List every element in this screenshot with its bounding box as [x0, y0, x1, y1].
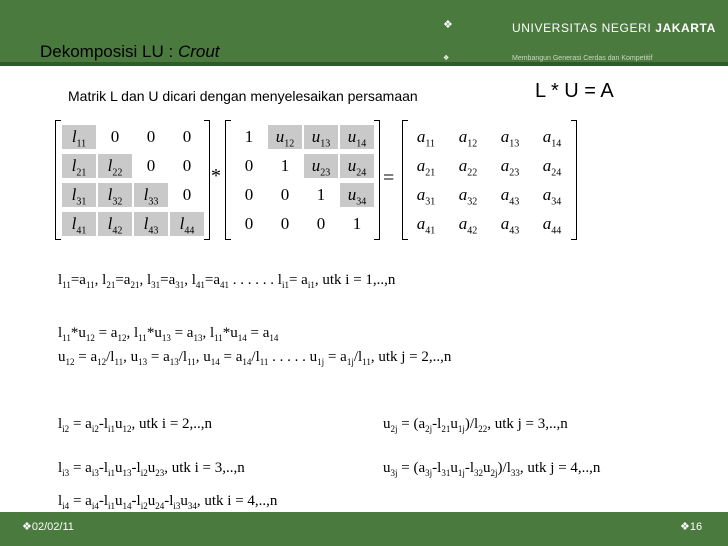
- matrix-u-cell: $u_{34}$: [340, 183, 374, 207]
- matrix-l-cell: $l_{31}$: [62, 183, 96, 207]
- multiply-operator: *: [211, 165, 221, 187]
- intro-equation: L * U = A: [535, 80, 614, 102]
- matrix-a-cell: $a_{21}$: [416, 156, 436, 179]
- university-name: UNIVERSITAS NEGERI JAKARTA: [512, 21, 716, 35]
- university-tagline: Membangun Generasi Cerdas dan Kompetitif: [512, 55, 653, 62]
- matrix-l-cell: $l_{44}$: [170, 212, 204, 236]
- matrix-a-cell: $a_{32}$: [458, 185, 478, 208]
- matrix-a-cell: $a_{14}$: [542, 127, 562, 150]
- matrix-u-cell: 0: [244, 185, 254, 204]
- matrix-a-cell: $a_{44}$: [542, 214, 562, 237]
- matrix-l-cell: $l_{32}$: [98, 183, 132, 207]
- equation-line-4-left: $l_{i2} = a_{i2}-l_{i1}u_{12}$, utk i = 2,..,n: [58, 416, 213, 434]
- diamond-bullet-icon: ❖: [22, 521, 32, 533]
- matrix-u-cell: $u_{12}$: [268, 125, 302, 149]
- matrix-u-cell: $u_{24}$: [340, 154, 374, 178]
- matrix-a-cell: $a_{41}$: [416, 214, 436, 237]
- equals-operator: =: [383, 167, 395, 189]
- matrix-u-cell: 1: [316, 185, 326, 204]
- header-accent-bar: [0, 62, 728, 66]
- matrix-u-cell: 1: [352, 214, 362, 233]
- matrix-u-cell: $u_{13}$: [304, 125, 338, 149]
- matrix-u-cell: 0: [244, 156, 254, 175]
- equation-line-4-right: $u_{2j} = (a_{2j}-l_{21}u_{1j})/l_{22}$, utk j = 3,..,n: [383, 416, 568, 434]
- matrix-l-cell: 0: [110, 127, 120, 146]
- matrix-a-cell: $a_{24}$: [542, 156, 562, 179]
- matrix-l-cell: $l_{11}$: [62, 125, 96, 149]
- equation-line-1: $l_{11}=a_{11}$, $l_{21}=a_{21}$, $l_{31}=a_{31}$, $l_{41}=a_{41}$ . . . . . . $l_{i1}= a_{i1}$, utk i = 1,..,n: [58, 272, 396, 290]
- footer-date: ❖02/02/11: [22, 521, 74, 533]
- equation-line-5-right: $u_{3j} = (a_{3j}-l_{31}u_{1j}-l_{32}u_{2j})/l_{33}$, utk j = 4,..,n: [383, 460, 601, 478]
- diamond-bullet-icon: ❖: [680, 521, 690, 533]
- matrix-l-cell: 0: [182, 127, 192, 146]
- matrix-u-cell: $u_{14}$: [340, 125, 374, 149]
- matrix-l-cell: $l_{43}$: [134, 212, 168, 236]
- matrix-u-cell: 0: [244, 214, 254, 233]
- matrix-a-cell: $a_{42}$: [458, 214, 478, 237]
- matrix-a-cell: $a_{34}$: [542, 185, 562, 208]
- matrix-u-cell: 0: [280, 185, 290, 204]
- matrix-l-cell: 0: [182, 185, 192, 204]
- page-number: ❖16: [680, 521, 703, 533]
- equation-line-5-left: $l_{i3} = a_{i3}-l_{i1}u_{13}-l_{i2}u_{23}$, utk i = 3,..,n: [58, 460, 245, 478]
- matrix-l-cell: 0: [146, 127, 156, 146]
- matrix-l-cell: $l_{42}$: [98, 212, 132, 236]
- matrix-a-cell: $a_{11}$: [416, 127, 436, 150]
- equation-line-6: $l_{i4} = a_{i4}-l_{i1}u_{14}-l_{i2}u_{24}-l_{i3}u_{34}$, utk i = 4,..,n: [58, 493, 278, 511]
- matrix-a-cell: $a_{12}$: [458, 127, 478, 150]
- matrix-a: [402, 121, 577, 239]
- matrix-a-cell: $a_{43}$: [500, 214, 520, 237]
- slide-title: Dekomposisi LU : Crout: [40, 42, 220, 61]
- matrix-l-cell: 0: [182, 156, 192, 175]
- matrix-l: [55, 121, 210, 239]
- matrix-a-cell: $a_{43}$: [500, 185, 520, 208]
- matrix-u-cell: 1: [244, 127, 254, 146]
- matrix-a-cell: $a_{31}$: [416, 185, 436, 208]
- equation-line-2: $l_{11}*u_{12} = a_{12}$, $l_{11}*u_{13} = a_{13}$, $l_{11}*u_{14} = a_{14}$: [58, 325, 279, 343]
- matrix-u-cell: 0: [280, 214, 290, 233]
- diamond-bullet-icon: ❖: [443, 18, 453, 31]
- matrix-u-cell: $u_{23}$: [304, 154, 338, 178]
- equation-line-3: $u_{12} = a_{12}/l_{11}$, $u_{13} = a_{13}/l_{11}$, $u_{14} = a_{14}/l_{11}$ . . . . . $u_{1j} = a_{1j}/l_{11}$, utk j = 2,..,n: [58, 349, 452, 367]
- matrix-l-cell: $l_{22}$: [98, 154, 132, 178]
- matrix-a-cell: $a_{13}$: [500, 127, 520, 150]
- matrix-l-cell: 0: [146, 156, 156, 175]
- matrix-l-cell: $l_{21}$: [62, 154, 96, 178]
- matrix-u: [225, 121, 380, 239]
- matrix-a-cell: $a_{22}$: [458, 156, 478, 179]
- matrix-a-cell: $a_{23}$: [500, 156, 520, 179]
- intro-text: Matrik L dan U dicari dengan menyelesaikan persamaan: [68, 88, 418, 104]
- matrix-l-cell: $l_{41}$: [62, 212, 96, 236]
- diamond-bullet-icon: ❖: [443, 54, 450, 62]
- matrix-l-cell: $l_{33}$: [134, 183, 168, 207]
- footer-band: [0, 512, 728, 546]
- matrix-u-cell: 1: [280, 156, 290, 175]
- matrix-u-cell: 0: [316, 214, 326, 233]
